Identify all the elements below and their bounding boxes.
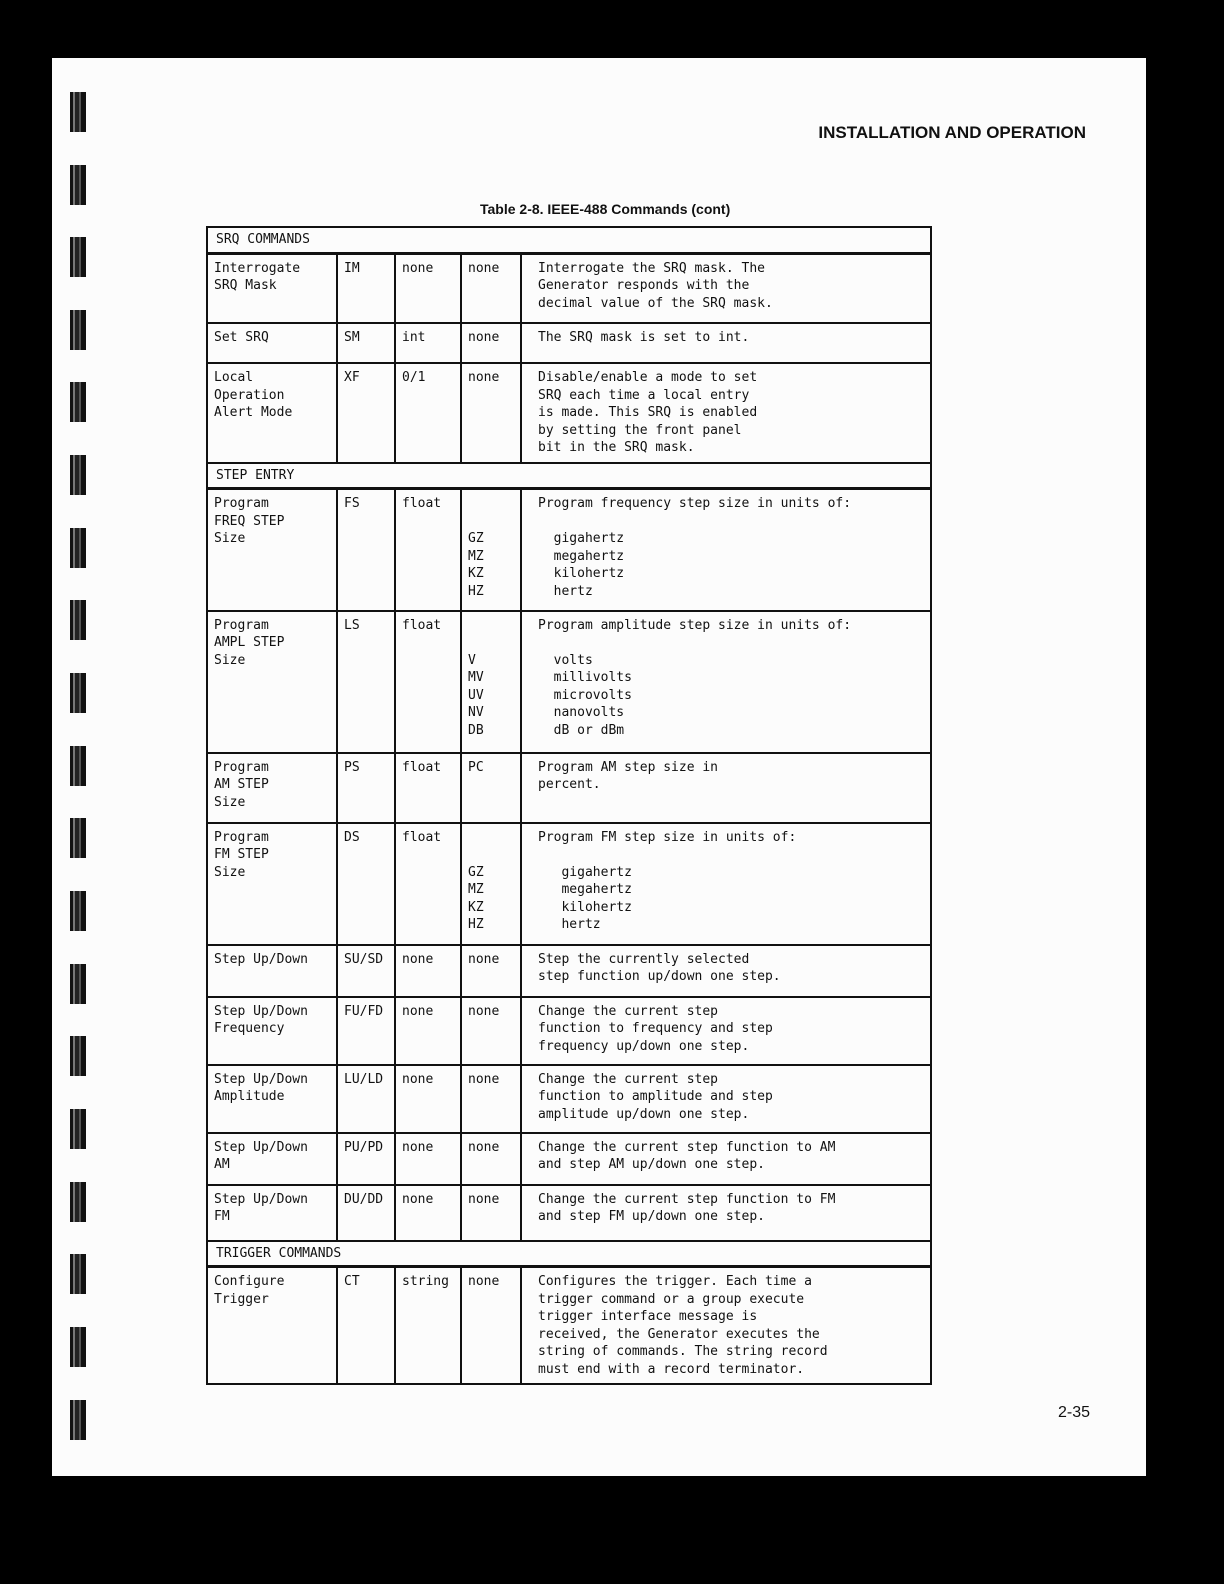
binder-mark	[70, 1400, 86, 1440]
table-row	[207, 1065, 931, 1133]
units-cell: none	[461, 997, 521, 1065]
units-cell: none	[461, 363, 521, 463]
mnemonic-cell: IM	[337, 253, 395, 323]
argument-cell: float	[395, 823, 461, 945]
mnemonic-cell: SM	[337, 323, 395, 363]
binder-mark	[70, 891, 86, 931]
binder-mark	[70, 818, 86, 858]
units-cell: V MV UV NV DB	[461, 611, 521, 753]
section-header-row	[207, 463, 931, 489]
function-cell: Step Up/Down Frequency	[207, 997, 337, 1065]
mnemonic-cell: PS	[337, 753, 395, 823]
function-cell: Step Up/Down AM	[207, 1133, 337, 1185]
table-row	[207, 323, 931, 363]
argument-cell: float	[395, 753, 461, 823]
description-cell: The SRQ mask is set to int.	[521, 323, 931, 363]
description-cell: Disable/enable a mode to set SRQ each time a local entry is made. This SRQ is enabled by setting the front panel bit in the SRQ mask.	[521, 363, 931, 463]
page-header: INSTALLATION AND OPERATION	[818, 123, 1086, 142]
table-row	[207, 823, 931, 945]
units-cell: none	[461, 945, 521, 997]
binder-mark	[70, 1182, 86, 1222]
argument-cell: float	[395, 489, 461, 611]
description-cell: Change the current step function to FM and step FM up/down one step.	[521, 1185, 931, 1241]
binder-mark	[70, 237, 86, 277]
binder-mark	[70, 1036, 86, 1076]
argument-cell: none	[395, 945, 461, 997]
description-cell: Change the current step function to amplitude and step amplitude up/down one step.	[521, 1065, 931, 1133]
table-row	[207, 1185, 931, 1241]
section-title: TRIGGER COMMANDS	[207, 1241, 931, 1267]
function-cell: Configure Trigger	[207, 1267, 337, 1385]
table-caption: Table 2-8. IEEE-488 Commands (cont)	[480, 201, 731, 217]
argument-cell: none	[395, 1133, 461, 1185]
argument-cell: string	[395, 1267, 461, 1385]
table-row	[207, 1267, 931, 1385]
section-header-row	[207, 1241, 931, 1267]
mnemonic-cell: XF	[337, 363, 395, 463]
table-row	[207, 611, 931, 753]
function-cell: Step Up/Down	[207, 945, 337, 997]
binder-mark	[70, 92, 86, 132]
mnemonic-cell: DU/DD	[337, 1185, 395, 1241]
binder-mark	[70, 1327, 86, 1367]
binder-mark	[70, 310, 86, 350]
mnemonic-cell: PU/PD	[337, 1133, 395, 1185]
description-cell: Configures the trigger. Each time a trigger command or a group execute trigger interface message is received, the Generator executes the string of commands. The string record must end with a record terminator.	[521, 1267, 931, 1385]
table-row	[207, 253, 931, 323]
function-cell: Step Up/Down Amplitude	[207, 1065, 337, 1133]
description-cell: Program frequency step size in units of: gigahertz megahertz kilohertz hertz	[521, 489, 931, 611]
table-row	[207, 489, 931, 611]
mnemonic-cell: CT	[337, 1267, 395, 1385]
description-cell: Change the current step function to frequency and step frequency up/down one step.	[521, 997, 931, 1065]
function-cell: Program AM STEP Size	[207, 753, 337, 823]
function-cell: Local Operation Alert Mode	[207, 363, 337, 463]
function-cell: Set SRQ	[207, 323, 337, 363]
description-cell: Program amplitude step size in units of: volts millivolts microvolts nanovolts dB or dBm	[521, 611, 931, 753]
binder-mark	[70, 528, 86, 568]
argument-cell: none	[395, 1185, 461, 1241]
mnemonic-cell: FU/FD	[337, 997, 395, 1065]
section-header-row	[207, 227, 931, 253]
mnemonic-cell: LS	[337, 611, 395, 753]
table-row	[207, 1133, 931, 1185]
binder-mark	[70, 165, 86, 205]
function-cell: Program FM STEP Size	[207, 823, 337, 945]
description-cell: Change the current step function to AM and step AM up/down one step.	[521, 1133, 931, 1185]
units-cell: GZ MZ KZ HZ	[461, 489, 521, 611]
binder-mark	[70, 382, 86, 422]
mnemonic-cell: LU/LD	[337, 1065, 395, 1133]
binder-mark	[70, 673, 86, 713]
commands-table	[206, 226, 932, 1385]
function-cell: Interrogate SRQ Mask	[207, 253, 337, 323]
binder-mark	[70, 455, 86, 495]
table-row	[207, 997, 931, 1065]
binder-mark	[70, 1109, 86, 1149]
units-cell: GZ MZ KZ HZ	[461, 823, 521, 945]
section-title: STEP ENTRY	[207, 463, 931, 489]
binder-mark	[70, 746, 86, 786]
units-cell: none	[461, 1267, 521, 1385]
function-cell: Program FREQ STEP Size	[207, 489, 337, 611]
mnemonic-cell: FS	[337, 489, 395, 611]
description-cell: Interrogate the SRQ mask. The Generator responds with the decimal value of the SRQ mask.	[521, 253, 931, 323]
table-row	[207, 753, 931, 823]
binder-mark	[70, 1254, 86, 1294]
units-cell: none	[461, 253, 521, 323]
units-cell: none	[461, 323, 521, 363]
units-cell: none	[461, 1065, 521, 1133]
description-cell: Program FM step size in units of: gigahertz megahertz kilohertz hertz	[521, 823, 931, 945]
units-cell: none	[461, 1133, 521, 1185]
table-row	[207, 945, 931, 997]
function-cell: Step Up/Down FM	[207, 1185, 337, 1241]
mnemonic-cell: DS	[337, 823, 395, 945]
description-cell: Program AM step size in percent.	[521, 753, 931, 823]
units-cell: PC	[461, 753, 521, 823]
section-title: SRQ COMMANDS	[207, 227, 931, 253]
description-cell: Step the currently selected step function up/down one step.	[521, 945, 931, 997]
binder-mark	[70, 600, 86, 640]
argument-cell: 0/1	[395, 363, 461, 463]
mnemonic-cell: SU/SD	[337, 945, 395, 997]
argument-cell: none	[395, 253, 461, 323]
argument-cell: int	[395, 323, 461, 363]
table-row	[207, 363, 931, 463]
page-number: 2-35	[1057, 1404, 1090, 1421]
function-cell: Program AMPL STEP Size	[207, 611, 337, 753]
argument-cell: float	[395, 611, 461, 753]
argument-cell: none	[395, 997, 461, 1065]
binder-mark	[70, 964, 86, 1004]
argument-cell: none	[395, 1065, 461, 1133]
document-page	[52, 58, 1146, 1476]
units-cell: none	[461, 1185, 521, 1241]
